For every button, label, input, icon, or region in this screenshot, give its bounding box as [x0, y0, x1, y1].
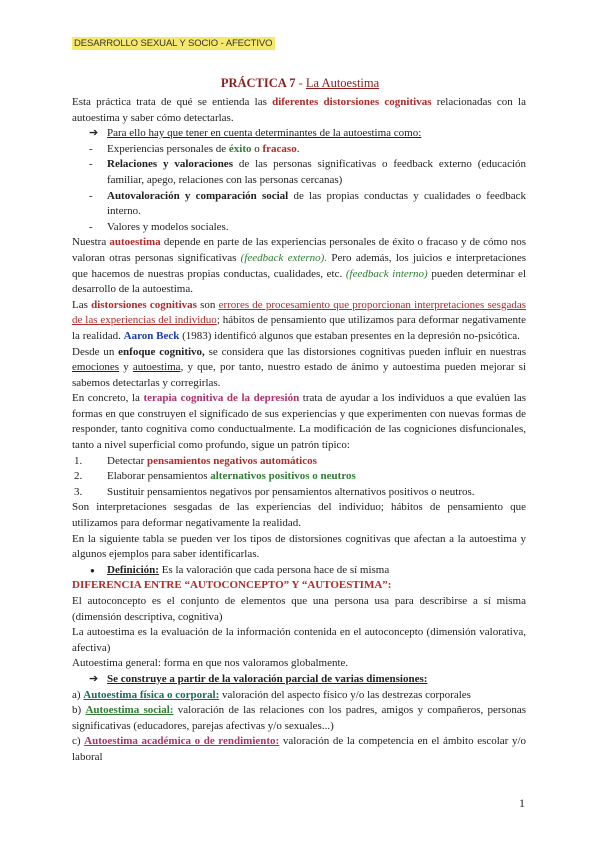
- bullet-icon: ●: [90, 565, 95, 575]
- paragraph-evaluacion: La autoestima es la evaluación de la información contenida en el autoconcepto (dimensión valorativa, afectiva): [72, 626, 526, 654]
- title-sep: -: [295, 76, 306, 90]
- step-item: 2. Elaborar pensamientos alternativos positivos o neutros: [74, 470, 356, 483]
- arrow-icon: ➔: [89, 127, 99, 140]
- difference-heading: DIFERENCIA ENTRE “AUTOCONCEPTO” Y “AUTOESTIMA”:: [72, 579, 392, 592]
- list-item: - Relaciones y valoraciones de las personas significativas o feedback externo (educación familiar, apego, relaciones con las personas cercanas): [89, 158, 527, 186]
- paragraph-distorsiones: Las distorsiones cognitivas son errores de procesamiento que proporcionan interpretaciones sesgadas de las experiencias del individuo; hábitos de pensamiento que utilizamos para deformar negativamente la realidad. Aaron Beck (1983) identificó algunos que estaban presentes en la depresión no-psicótica.: [72, 298, 527, 342]
- title-practice: PRÁCTICA 7: [220, 76, 296, 90]
- step-item: 3. Sustituir pensamientos negativos por pensamientos alternativos positivos o neutros.: [74, 485, 475, 498]
- paragraph-terapia: En concreto, la terapia cognitiva de la depresión trata de ayudar a los individuos a que evalúen las formas en que construyen el significado de sus experiencias y que experimenten con nuevas formas de responder, tanto cognitiva como conductualmente. La modificación de las cogniciones disfuncionales, tanto a nivel superficial como profundo, sigue un patrón típico:: [72, 392, 526, 452]
- arrow-icon: ➔: [89, 672, 99, 685]
- dimension-item: b) Autoestima social: valoración de las relaciones con los padres, amigos y compañeros, personas significativas (educadores, parejas afectivas y/o sexuales...): [72, 704, 526, 732]
- dimension-item: c) Autoestima académica o de rendimiento: valoración de la competencia en el ámbito escolar y/o laboral: [72, 735, 527, 763]
- arrow-item: ➔ Para ello hay que tener en cuenta determinantes de la autoestima como:: [72, 126, 526, 142]
- title-name: La Autoestima: [305, 76, 380, 90]
- paragraph-tabla: En la siguiente tabla se pueden ver los tipos de distorsiones cognitivas que afectan a la autoestima y algunos ejemplos para saber identificarlas.: [72, 532, 526, 561]
- dimension-item: a) Autoestima física o corporal: valoración del aspecto físico y/o las destrezas corporales: [72, 688, 471, 701]
- list-item: - Experiencias personales de éxito o fracaso.: [89, 142, 300, 155]
- document-header: DESARROLLO SEXUAL Y SOCIO - AFECTIVO: [72, 37, 275, 50]
- list-item: - Autovaloración y comparación social de las propias conductas y cualidades o feedback interno.: [89, 189, 526, 218]
- paragraph-autoestima: Nuestra autoestima depende en parte de las experiencias personales de éxito o fracaso y de cómo nos valoran otras personas significativas (feedback externo). Pero además, los juicios e interpretaciones que hacemos de nuestras propias conductas, cualidades, etc. (feedback interno) pueden determinar el desarrollo de la autoestima.: [72, 236, 526, 296]
- paragraph-interpretaciones: Son interpretaciones sesgadas de las experiencias del individuo; hábitos de pensamiento que utilizamos para deformar negativamente la realidad.: [72, 501, 526, 530]
- paragraph-autoconcepto: El autoconcepto es el conjunto de elementos que una persona usa para describirse a sí misma (dimensión descriptiva, cognitiva): [72, 595, 526, 623]
- page-title: [0, 76, 600, 91]
- arrow-item: ➔ Se construye a partir de la valoración parcial de varias dimensiones:: [72, 672, 526, 688]
- page-number: 1: [519, 796, 525, 810]
- document-body: [72, 95, 526, 766]
- intro-paragraph: Esta práctica trata de qué se entienda las diferentes distorsiones cognitivas relacionadas con la autoestima y saber cómo detectarlas.: [72, 96, 526, 124]
- definition-item: ● Definición: Es la valoración que cada persona hace de sí misma: [72, 563, 526, 579]
- list-item: - Valores y modelos sociales.: [89, 220, 229, 233]
- step-item: 1. Detectar pensamientos negativos automáticos: [74, 454, 317, 467]
- paragraph-enfoque: Desde un enfoque cognitivo, se considera que las distorsiones cognitivas pueden influir en nuestras emociones y autoestima, y que, por tanto, nuestro estado de ánimo y autoestima pueden mejorar si sabemos detectarlas y corregirlas.: [72, 345, 526, 389]
- paragraph-general: Autoestima general: forma en que nos valoramos globalmente.: [72, 657, 349, 670]
